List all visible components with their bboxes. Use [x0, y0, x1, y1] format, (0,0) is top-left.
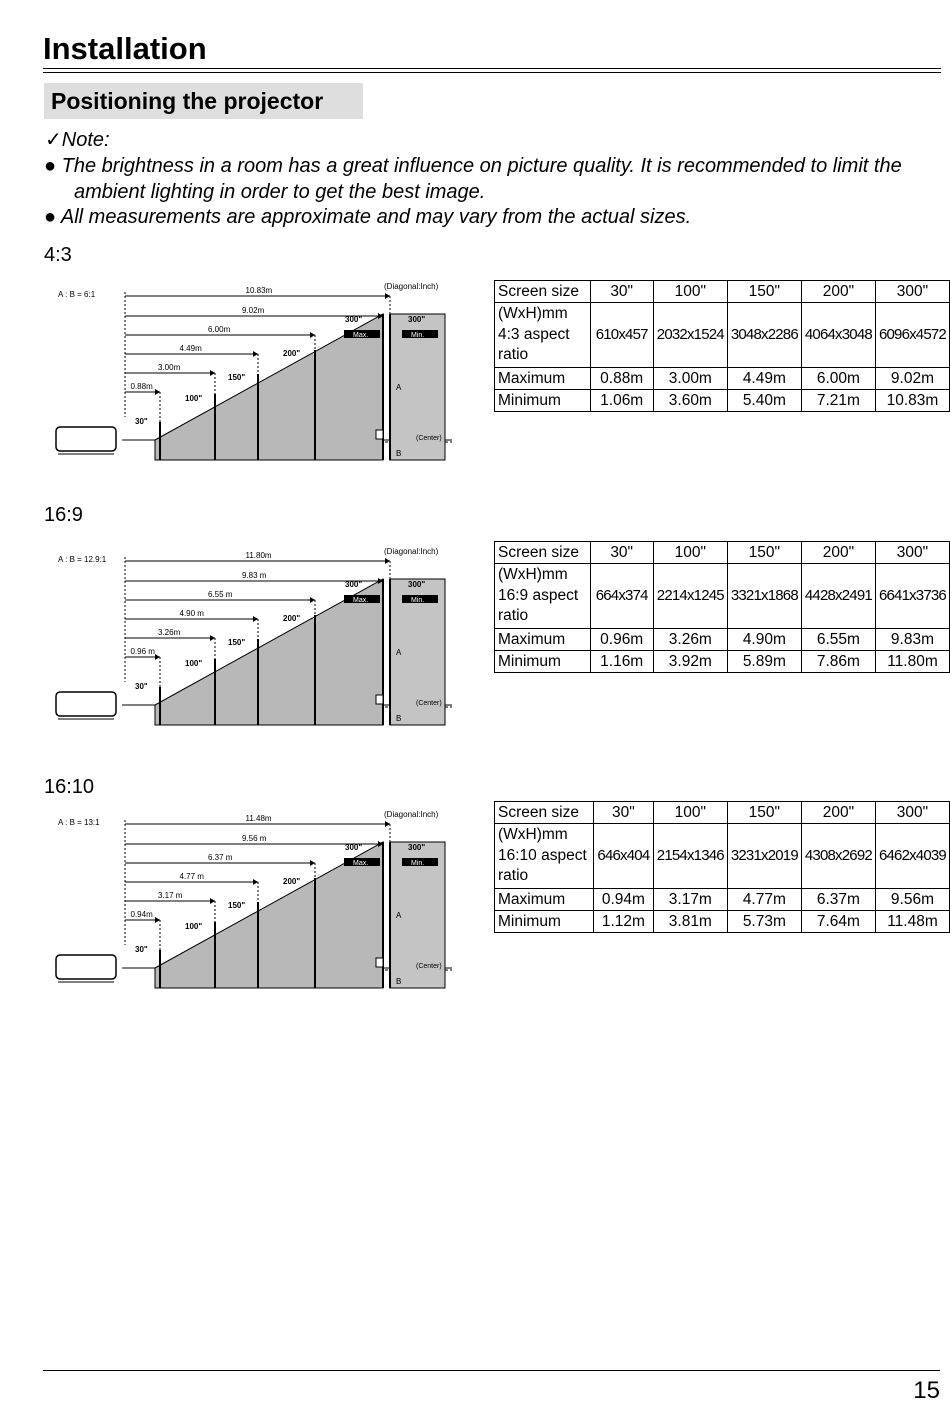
row-label-maximum: Maximum	[495, 367, 591, 389]
distance-200-arrowhead	[310, 860, 315, 866]
min-badge-label: Min.	[411, 860, 425, 867]
dimension-cell: 4308x2692	[801, 824, 875, 889]
throw-distance-diagram-16-10	[50, 800, 455, 992]
distance-200-label: 6.37 m	[208, 853, 233, 862]
spec-table-4-3	[494, 280, 950, 412]
projector-icon	[56, 955, 116, 979]
ratio-label-4-3: 4:3	[44, 244, 72, 266]
minimum-cell: 5.73m	[727, 910, 801, 932]
maximum-cell: 0.88m	[590, 367, 653, 389]
center-label: (Center)	[416, 435, 442, 442]
minimum-cell: 5.89m	[727, 650, 801, 672]
distance-300-min-label: 11.80m	[245, 551, 272, 560]
maximum-cell: 6.00m	[801, 367, 875, 389]
diagram-canvas	[50, 800, 455, 992]
ab-ratio-label: A : B = 13:1	[58, 818, 100, 827]
throw-distance-diagram-4-3	[50, 272, 455, 464]
size-150: 150"	[727, 802, 801, 824]
spec-table-16-9	[494, 541, 950, 673]
min-badge-label: Min.	[411, 597, 425, 604]
dimension-cell: 610x457	[590, 303, 653, 368]
size-100: 100"	[653, 281, 727, 303]
projector-icon	[56, 427, 116, 451]
size-200: 200"	[801, 281, 875, 303]
size-label-30: 30"	[135, 417, 148, 426]
distance-30-label: 0.96 m	[130, 647, 155, 656]
maximum-cell: 3.17m	[653, 888, 727, 910]
maximum-cell: 4.90m	[727, 628, 801, 650]
b-label: B	[396, 449, 402, 458]
dimension-cell: 3048x2286	[727, 303, 801, 368]
dimension-cell: 6462x4039	[875, 824, 949, 889]
dimension-cell: 6096x4572	[875, 303, 949, 368]
throw-distance-diagram-16-9	[50, 537, 455, 729]
minimum-cell: 10.83m	[875, 389, 949, 411]
row-label-screen-size: Screen size	[495, 802, 594, 824]
dimension-cell: 2154x1346	[653, 824, 727, 889]
row-label-minimum: Minimum	[495, 910, 594, 932]
distance-30-arrowhead	[155, 389, 160, 395]
distance-100-label: 3.17 m	[158, 891, 183, 900]
distance-150-label: 4.77 m	[179, 872, 204, 881]
dimension-cell: 4064x3048	[801, 303, 875, 368]
center-label: (Center)	[416, 700, 442, 707]
distance-100-label: 3.26m	[158, 628, 181, 637]
size-label-100: 100"	[185, 394, 203, 403]
minimum-cell: 3.92m	[653, 650, 727, 672]
size-label-100: 100"	[185, 659, 203, 668]
dimension-cell: 4428x2491	[801, 564, 875, 629]
dimension-cell: 6641x3736	[875, 564, 949, 629]
a-label: A	[396, 383, 402, 392]
minimum-cell: 5.40m	[727, 389, 801, 411]
note-label: ✓Note:	[45, 129, 110, 151]
distance-30-label: 0.88m	[130, 382, 153, 391]
distance-150-arrowhead	[253, 616, 258, 622]
dimension-cell: 2032x1524	[653, 303, 727, 368]
size-30: 30"	[590, 542, 653, 564]
distance-30-arrowhead	[155, 654, 160, 660]
dimension-cell: 3231x2019	[727, 824, 801, 889]
b-label: B	[396, 977, 402, 986]
size-label-100: 100"	[185, 922, 203, 931]
size-200: 200"	[801, 802, 875, 824]
size-label-200: 200"	[283, 349, 301, 358]
distance-100-arrowhead	[210, 635, 215, 641]
max-badge-label: Max.	[353, 597, 369, 604]
size-label-300-max: 300"	[345, 315, 363, 324]
maximum-cell: 9.02m	[875, 367, 949, 389]
dimension-cell: 664x374	[590, 564, 653, 629]
size-100: 100"	[653, 542, 727, 564]
distance-200-arrowhead	[310, 332, 315, 338]
ratio-label-16-9: 16:9	[44, 504, 83, 526]
distance-300-min-arrowhead	[385, 821, 390, 827]
center-marker	[376, 695, 383, 704]
center-marker	[376, 430, 383, 439]
distance-300-min-label: 11.48m	[245, 814, 272, 823]
dimension-cell: 646x404	[594, 824, 654, 889]
dimension-cell: 3321x1868	[727, 564, 801, 629]
maximum-cell: 9.83m	[875, 628, 949, 650]
distance-300-min-arrowhead	[385, 293, 390, 299]
size-label-300-min: 300"	[408, 315, 426, 324]
row-label-dimensions: (WxH)mm 16:9 aspect ratio	[495, 564, 591, 629]
diagonal-label: (Diagonal:Inch)	[384, 282, 439, 291]
ab-ratio-label: A : B = 6:1	[58, 290, 96, 299]
maximum-cell: 4.49m	[727, 367, 801, 389]
center-marker	[376, 958, 383, 967]
size-label-30: 30"	[135, 945, 148, 954]
section-heading: Positioning the projector	[44, 83, 363, 119]
row-label-maximum: Maximum	[495, 628, 591, 650]
title-rule	[43, 68, 941, 73]
distance-150-label: 4.49m	[179, 344, 202, 353]
distance-30-label: 0.94m	[130, 910, 153, 919]
size-label-300-min: 300"	[408, 843, 426, 852]
row-label-dimensions: (WxH)mm 16:10 aspect ratio	[495, 824, 594, 889]
a-label: A	[396, 911, 402, 920]
size-150: 150"	[727, 542, 801, 564]
maximum-cell: 0.96m	[590, 628, 653, 650]
min-badge-label: Min.	[411, 332, 425, 339]
row-label-dimensions: (WxH)mm 4:3 aspect ratio	[495, 303, 591, 368]
size-label-200: 200"	[283, 877, 301, 886]
size-30: 30"	[590, 281, 653, 303]
maximum-cell: 9.56m	[875, 888, 949, 910]
minimum-cell: 11.48m	[875, 910, 949, 932]
distance-150-arrowhead	[253, 879, 258, 885]
size-label-150: 150"	[228, 373, 246, 382]
distance-300-max-label: 9.02m	[242, 306, 265, 315]
note-item-measurements: ● All measurements are approximate and may vary from the actual sizes.	[44, 206, 692, 228]
maximum-cell: 6.37m	[801, 888, 875, 910]
minimum-cell: 1.16m	[590, 650, 653, 672]
diagonal-label: (Diagonal:Inch)	[384, 810, 439, 819]
size-300: 300"	[875, 802, 949, 824]
a-label: A	[396, 648, 402, 657]
minimum-cell: 1.12m	[594, 910, 654, 932]
distance-100-label: 3.00m	[158, 363, 181, 372]
diagonal-label: (Diagonal:Inch)	[384, 547, 439, 556]
row-label-screen-size: Screen size	[495, 542, 591, 564]
maximum-cell: 3.00m	[653, 367, 727, 389]
spec-table-16-10	[494, 801, 950, 933]
size-label-30: 30"	[135, 682, 148, 691]
minimum-cell: 11.80m	[875, 650, 949, 672]
distance-300-max-label: 9.56 m	[242, 834, 267, 843]
b-label: B	[396, 714, 402, 723]
size-150: 150"	[727, 281, 801, 303]
size-200: 200"	[801, 542, 875, 564]
distance-200-label: 6.55 m	[208, 590, 233, 599]
max-badge-label: Max.	[353, 860, 369, 867]
page-number: 15	[913, 1377, 940, 1404]
size-label-300-max: 300"	[345, 580, 363, 589]
minimum-cell: 7.21m	[801, 389, 875, 411]
row-label-minimum: Minimum	[495, 650, 591, 672]
ab-ratio-label: A : B = 12.9:1	[58, 555, 107, 564]
size-label-200: 200"	[283, 614, 301, 623]
size-30: 30"	[594, 802, 654, 824]
diagram-canvas	[50, 272, 455, 464]
minimum-cell: 3.81m	[653, 910, 727, 932]
dimension-cell: 2214x1245	[653, 564, 727, 629]
projector-icon	[56, 692, 116, 716]
row-label-maximum: Maximum	[495, 888, 594, 910]
row-label-screen-size: Screen size	[495, 281, 591, 303]
note-text-line1: ● The brightness in a room has a great influence on picture quality. It is recommended to limit the	[44, 155, 902, 177]
size-label-150: 150"	[228, 901, 246, 910]
maximum-cell: 3.26m	[653, 628, 727, 650]
distance-100-arrowhead	[210, 898, 215, 904]
distance-100-arrowhead	[210, 370, 215, 376]
distance-150-label: 4.90 m	[179, 609, 204, 618]
note-item-brightness	[44, 153, 944, 205]
distance-300-min-label: 10.83m	[245, 286, 273, 295]
minimum-cell: 7.64m	[801, 910, 875, 932]
distance-300-min-arrowhead	[385, 558, 390, 564]
distance-30-arrowhead	[155, 917, 160, 923]
minimum-cell: 7.86m	[801, 650, 875, 672]
max-badge-label: Max.	[353, 332, 369, 339]
size-label-300-min: 300"	[408, 580, 426, 589]
size-300: 300"	[875, 542, 949, 564]
distance-150-arrowhead	[253, 351, 258, 357]
row-label-minimum: Minimum	[495, 389, 591, 411]
size-label-300-max: 300"	[345, 843, 363, 852]
maximum-cell: 6.55m	[801, 628, 875, 650]
distance-200-arrowhead	[310, 597, 315, 603]
diagram-canvas	[50, 537, 455, 729]
note-text-line2: ambient lighting in order to get the best image.	[74, 181, 486, 203]
footer-rule	[43, 1370, 940, 1371]
maximum-cell: 0.94m	[594, 888, 654, 910]
maximum-cell: 4.77m	[727, 888, 801, 910]
size-300: 300"	[875, 281, 949, 303]
minimum-cell: 3.60m	[653, 389, 727, 411]
page-title: Installation	[43, 31, 207, 66]
center-label: (Center)	[416, 963, 442, 970]
ratio-label-16-10: 16:10	[44, 776, 95, 798]
minimum-cell: 1.06m	[590, 389, 653, 411]
size-100: 100"	[653, 802, 727, 824]
distance-200-label: 6.00m	[208, 325, 231, 334]
size-label-150: 150"	[228, 638, 246, 647]
distance-300-max-label: 9.83 m	[242, 571, 267, 580]
